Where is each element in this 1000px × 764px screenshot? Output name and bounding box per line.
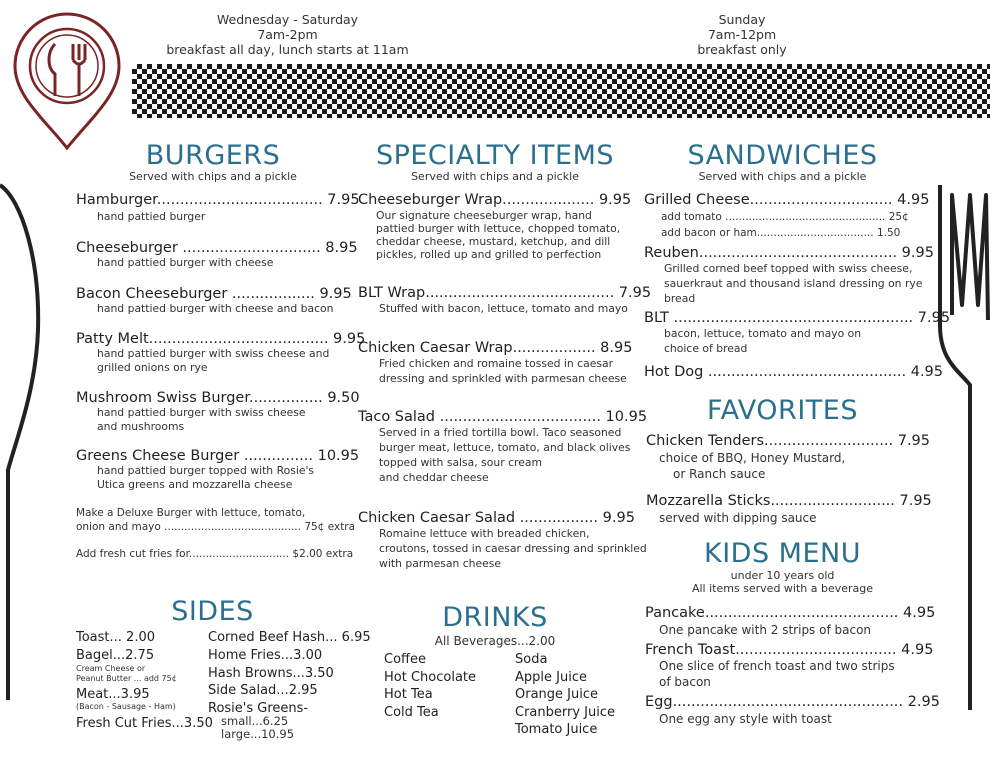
favorite-item-line: Mozzarella Sticks........................... 7.95	[646, 493, 932, 509]
drink-item: Tomato Juice	[515, 722, 598, 737]
side-item: large...10.95	[221, 727, 295, 741]
burger-item-desc: hand pattied burger with cheese and bacon	[97, 302, 334, 315]
drink-item: Hot Chocolate	[384, 670, 477, 685]
sandwich-extra: add bacon or ham................................... 1.50	[661, 227, 901, 239]
hours-weekday	[150, 12, 425, 57]
sandwich-item-line: Hot Dog ........................................... 4.95	[644, 364, 944, 380]
specialty-item-desc: Stuffed with bacon, lettuce, tomato and mayo	[379, 302, 628, 315]
spoon-outline-icon	[0, 180, 50, 710]
specialty-item-desc: Fried chicken and romaine tossed in caesar	[379, 357, 614, 370]
specialty-item-desc: with parmesan cheese	[379, 557, 502, 570]
side-item: Rosie's Greens-	[208, 701, 309, 716]
sandwich-item-line: Grilled Cheese............................... 4.95	[644, 192, 930, 208]
burger-item-desc: and mushrooms	[97, 420, 185, 433]
sandwich-item-desc: Grilled corned beef topped with swiss cheese,	[664, 262, 913, 275]
kids-item-desc: One pancake with 2 strips of bacon	[659, 623, 872, 637]
specialty-item-desc: pickles, rolled up and grilled to perfection	[376, 248, 602, 261]
deluxe-note: Make a Deluxe Burger with lettuce, tomato,	[76, 507, 306, 519]
sandwich-item-line: Reuben........................................... 9.95	[644, 245, 934, 261]
drink-item: Cold Tea	[384, 705, 439, 720]
burger-item-line: Mushroom Swiss Burger................ 9.50	[76, 390, 360, 406]
kids-item-line: French Toast................................... 4.95	[645, 642, 934, 658]
kids-item-desc: One slice of french toast and two strips	[659, 659, 895, 673]
specialty-item-line: Cheeseburger Wrap.................... 9.95	[358, 192, 632, 208]
kids-item-desc: of bacon	[659, 675, 711, 689]
hours-sunday-days: Sunday	[718, 12, 766, 27]
sandwich-item-desc: choice of bread	[664, 342, 748, 355]
fork-knife-pin-icon	[5, 8, 130, 154]
side-item: Fresh Cut Fries...3.50	[76, 716, 213, 731]
side-note: Peanut Butter ... add 75¢	[76, 674, 177, 683]
burger-item-line: Greens Cheese Burger ............... 10.95	[76, 448, 360, 464]
drinks-subtitle: All Beverages...2.00	[434, 634, 556, 648]
hours-weekday-days: Wednesday - Saturday	[216, 12, 359, 27]
side-item: Hash Browns...3.50	[208, 666, 334, 681]
sandwich-item-desc: sauerkraut and thousand island dressing on rye	[664, 277, 923, 290]
burgers-title: BURGERS	[145, 140, 281, 171]
favorite-item-desc: served with dipping sauce	[659, 511, 817, 525]
burger-item-desc: Utica greens and mozzarella cheese	[97, 478, 293, 491]
sandwich-item-line: BLT .................................................... 7.95	[644, 310, 951, 326]
burger-item-desc: hand pattied burger with swiss cheese	[97, 406, 306, 419]
kids-item-line: Pancake.......................................... 4.95	[645, 605, 936, 621]
drink-item: Coffee	[384, 652, 426, 667]
burger-item-desc: hand pattied burger	[97, 210, 206, 223]
favorite-item-desc: choice of BBQ, Honey Mustard,	[659, 451, 846, 465]
specialty-item-line: Chicken Caesar Wrap.................. 8.95	[358, 340, 633, 356]
specialty-item-desc: cheddar cheese, mustard, ketchup, and dill	[376, 235, 611, 248]
kids-subtitle: under 10 years old	[730, 569, 835, 582]
specialty-item-line: BLT Wrap......................................... 7.95	[358, 285, 652, 301]
specialty-item-desc: Served in a fried tortilla bowl. Taco seasoned	[379, 426, 622, 439]
side-note: (Bacon - Sausage - Ham)	[76, 702, 176, 711]
side-item: Toast... 2.00	[76, 630, 155, 645]
sandwiches-title: SANDWICHES	[687, 140, 878, 171]
kids-item-line: Egg.................................................. 2.95	[645, 694, 940, 710]
favorite-item-line: Chicken Tenders............................ 7.95	[646, 433, 931, 449]
sandwiches-subtitle: Served with chips and a pickle	[698, 170, 867, 183]
specialty-item-desc: burger meat, lettuce, tomato, and black olives	[379, 441, 631, 454]
hours-weekday-time: 7am-2pm	[257, 27, 318, 42]
side-item: Bagel...2.75	[76, 648, 155, 663]
drink-item: Orange Juice	[515, 687, 598, 702]
checkered-banner	[132, 64, 990, 118]
burger-item-line: Cheeseburger .............................. 8.95	[76, 240, 358, 256]
sandwich-item-desc: bacon, lettuce, tomato and mayo on	[664, 327, 862, 340]
specialty-item-line: Taco Salad ................................... 10.95	[358, 409, 648, 425]
side-item: Meat...3.95	[76, 687, 150, 702]
drink-item: Apple Juice	[515, 670, 587, 685]
hours-sunday	[652, 12, 832, 57]
specialty-item-desc: croutons, tossed in caesar dressing and sprinkled	[379, 542, 647, 555]
fork-outline-icon	[930, 185, 1000, 715]
specialty-item-desc: pattied burger with lettuce, chopped tomato,	[376, 222, 621, 235]
side-item: Side Salad...2.95	[208, 683, 318, 698]
hours-weekday-note: breakfast all day, lunch starts at 11am	[166, 42, 409, 57]
burger-item-desc: hand pattied burger topped with Rosie's	[97, 464, 315, 477]
favorite-item-desc: or Ranch sauce	[673, 467, 766, 481]
kids-title: KIDS MENU	[704, 538, 861, 569]
fries-note: Add fresh cut fries for.............................. $2.00 extra	[76, 548, 354, 560]
specialty-title: SPECIALTY ITEMS	[375, 140, 615, 171]
hours-sunday-note: breakfast only	[697, 42, 787, 57]
specialty-item-desc: Romaine lettuce with breaded chicken,	[379, 527, 590, 540]
burger-item-desc: grilled onions on rye	[97, 361, 208, 374]
sandwich-item-desc: bread	[664, 292, 696, 305]
drinks-title: DRINKS	[442, 602, 548, 633]
specialty-item-desc: topped with salsa, sour cream	[379, 456, 543, 469]
burgers-subtitle: Served with chips and a pickle	[129, 170, 297, 183]
deluxe-note: onion and mayo ......................................... 75¢ extra	[76, 521, 356, 533]
side-item: small...6.25	[221, 714, 289, 728]
favorites-title: FAVORITES	[707, 395, 858, 426]
specialty-item-desc: dressing and sprinkled with parmesan cheese	[379, 372, 627, 385]
drink-item: Hot Tea	[384, 687, 433, 702]
hours-sunday-time: 7am-12pm	[707, 27, 777, 42]
side-item: Corned Beef Hash... 6.95	[208, 630, 371, 645]
burger-item-desc: hand pattied burger with swiss cheese and	[97, 347, 330, 360]
kids-subtitle: All items served with a beverage	[691, 582, 874, 595]
specialty-item-desc: Our signature cheeseburger wrap, hand	[376, 209, 592, 222]
sides-title: SIDES	[171, 596, 254, 627]
drink-item: Cranberry Juice	[515, 705, 615, 720]
specialty-item-desc: and cheddar cheese	[379, 471, 489, 484]
burger-item-line: Hamburger.................................... 7.95	[76, 192, 360, 208]
sandwich-extra: add tomato ................................................ 25¢	[661, 211, 909, 223]
kids-item-desc: One egg any style with toast	[659, 712, 832, 726]
burger-item-line: Patty Melt....................................... 9.95	[76, 331, 366, 347]
side-note: Cream Cheese or	[76, 664, 146, 673]
burger-item-line: Bacon Cheeseburger .................. 9.95	[76, 286, 352, 302]
burger-item-desc: hand pattied burger with cheese	[97, 256, 274, 269]
side-item: Home Fries...3.00	[208, 648, 323, 663]
specialty-item-line: Chicken Caesar Salad ................. 9.95	[358, 510, 635, 526]
specialty-subtitle: Served with chips and a pickle	[411, 170, 579, 183]
drink-item: Soda	[515, 652, 548, 667]
